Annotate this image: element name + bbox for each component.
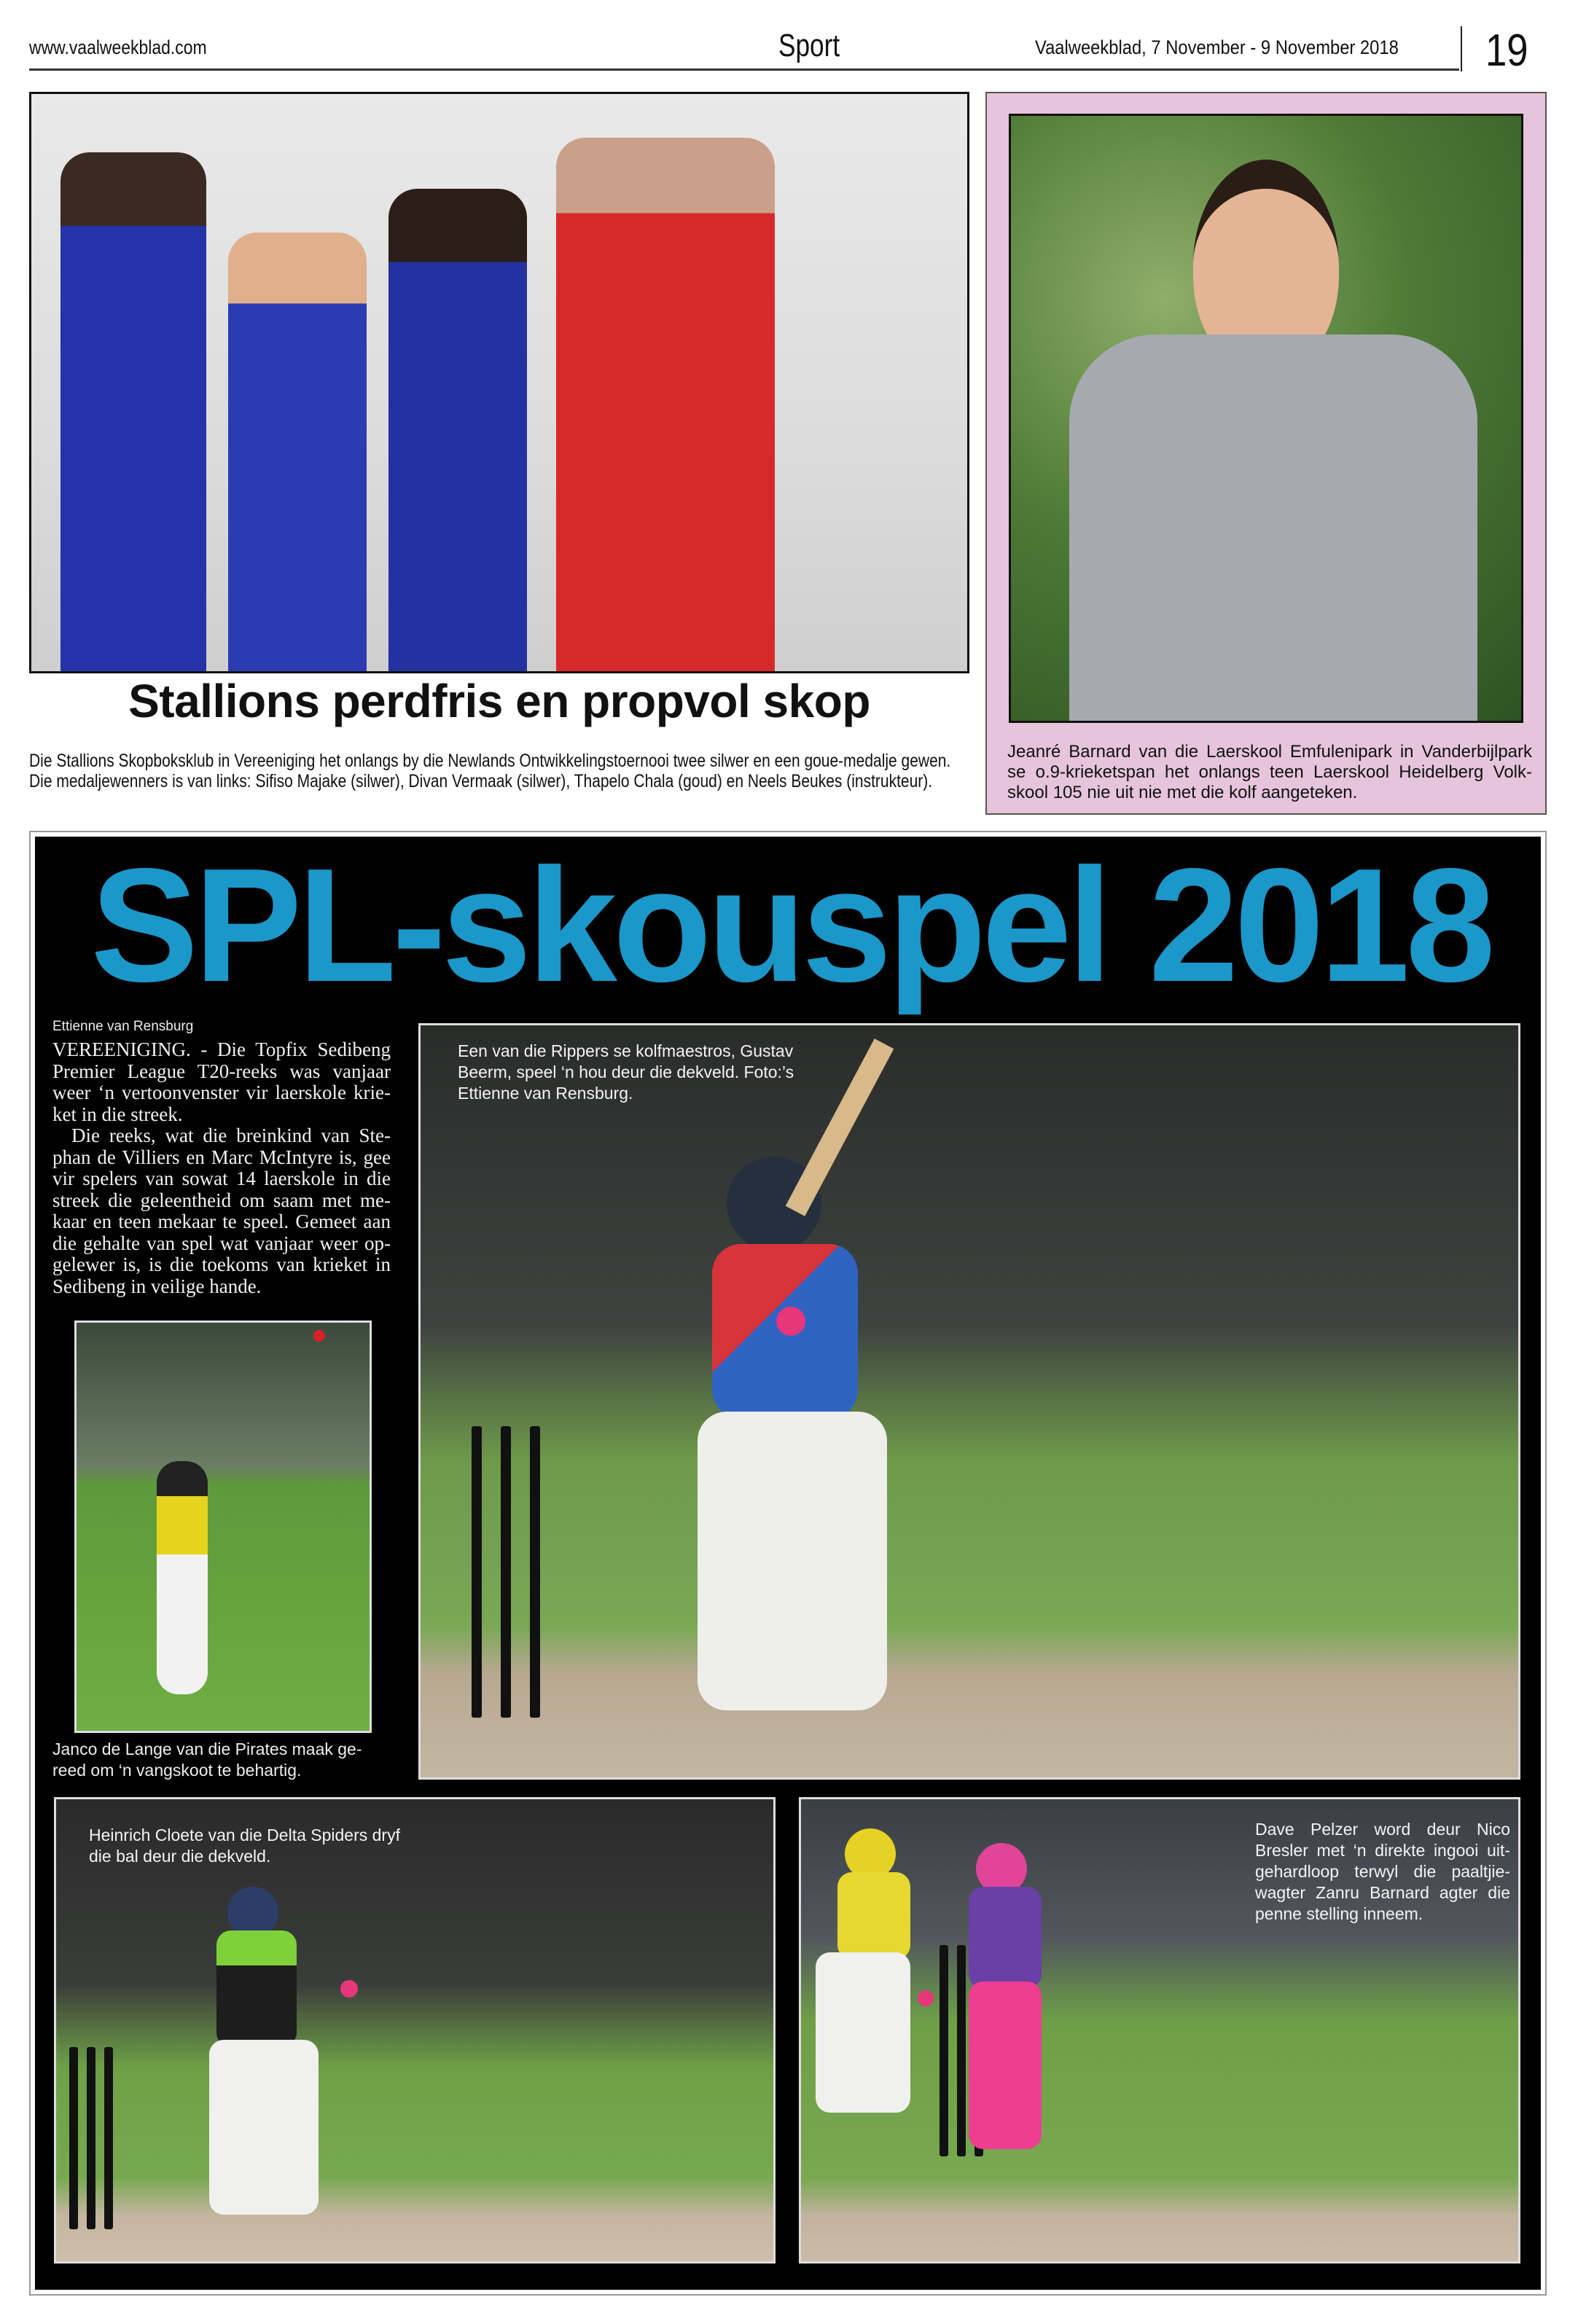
boxing-headline: Stallions perdfris en propvol skop [128,675,870,727]
batsman-photo-left [54,1797,776,2264]
article-body [52,1039,391,1297]
page-number: 19 [1485,26,1528,76]
fielder-photo [74,1321,372,1733]
batsman-main-photo [418,1023,1520,1780]
boxing-caption: Die Stallions Skopboksklub in Vereeniging het onlangs by die Newlands Ontwikkelingstoernooi twee silwer en een goue-medalje gewen. Die medaljewenners is van links: Sifiso Majake (silwer), Divan Vermaak (silwer), Thapelo Chala (goud) en Neels Beukes (instrukteur). [29,751,951,791]
byline: Ettienne van Rensburg [52,1019,194,1034]
spl-title: SPL-skouspel 2018 [90,835,1491,1016]
boy-portrait-photo [1009,114,1523,723]
boxing-team-photo [29,92,969,673]
main-photo-caption: Een van die Rippers se kolfmaestros, Gustav Beerm, speel ‘n hou deur die dekveld. Foto:’s Ettienne van Rensburg. [458,1041,794,1103]
fielder-caption: Janco de Lange van die Pirates maak ge-reed om ‘n vangskoot te behartig. [52,1740,362,1780]
header-divider [1461,26,1462,71]
website-url: www.vaalweekblad.com [29,36,207,58]
bottom-right-caption: Dave Pelzer word deur Nico Bresler met ‘n direkte ingooi uit-gehardloop terwyl die paaltjie-wagter Zanru Barnard agter die penne stelling inneem. [1255,1820,1510,1923]
article-paragraph: Die reeks, wat die breinkind van Ste-phan de Villiers en Marc McIntyre is, gee vir spelers van sowat 14 laerskole in die streek die geleentheid om saam met me-kaar en teen mekaar te speel. Gemeet aan die gehalte van spel wat vanjaar weer op-gelewer is, is die toekoms van krieket in Sedibeng in veilige hande. [52,1124,391,1297]
dateline: Vaalweekblad, 7 November - 9 November 2018 [1035,36,1399,58]
boy-caption: Jeanré Barnard van die Laerskool Emfulenipark in Vanderbijlpark se o.9-krieketspan het onlangs teen Laerskool Heidelberg Volk-skool 105 nie uit nie met die kolf aangeteken. [1007,742,1532,802]
section-title: Sport [778,28,840,63]
article-paragraph: VEREENIGING. - Die Topfix Sedibeng Premier League T20-reeks was vanjaar weer ‘n vertoonvenster vir laerskole krie-ket in die streek. [52,1038,391,1125]
bottom-left-caption: Heinrich Cloete van die Delta Spiders dryf die bal deur die dekveld. [89,1826,400,1866]
header-rule [29,69,1459,71]
